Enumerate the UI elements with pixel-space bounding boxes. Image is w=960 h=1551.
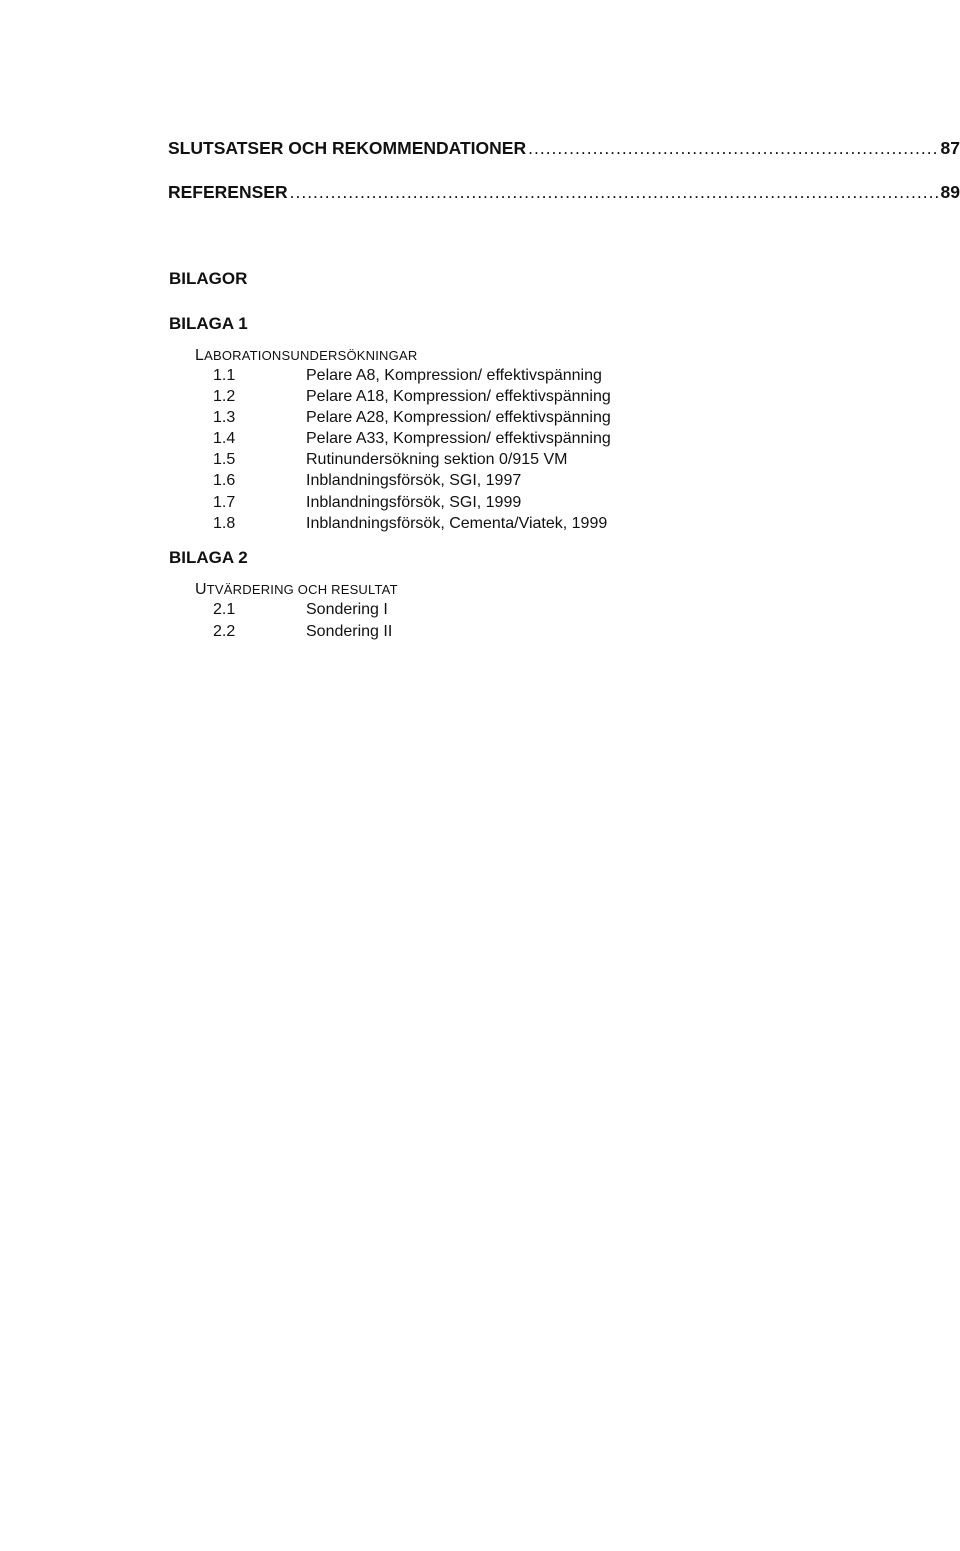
item-number: 2.1 (213, 601, 236, 618)
toc-entry-referenser (168, 182, 960, 203)
appendix-2-title: BILAGA 2 (169, 548, 248, 567)
section-title-rest: TVÄRDERING OCH RESULTAT (206, 582, 398, 597)
item-number: 1.1 (213, 367, 236, 384)
item-number: 2.2 (213, 623, 236, 640)
toc-leader-dots (290, 182, 939, 203)
item-number: 1.2 (213, 388, 236, 405)
appendix-item (213, 430, 913, 448)
appendix-item (213, 601, 913, 619)
toc-entry-page: 89 (940, 182, 960, 202)
section-title-rest: ABORATIONSUNDERSÖKNINGAR (204, 348, 418, 363)
appendix-1-title: BILAGA 1 (169, 314, 248, 333)
item-text: Sondering II (306, 623, 393, 640)
item-text: Inblandningsförsök, SGI, 1997 (306, 472, 522, 489)
item-text: Inblandningsförsök, SGI, 1999 (306, 494, 522, 511)
item-number: 1.5 (213, 451, 236, 468)
appendix-1-section-title (195, 347, 417, 365)
toc-entry-slutsatser (168, 138, 960, 159)
bilagor-heading: BILAGOR (169, 269, 248, 288)
item-text: Pelare A8, Kompression/ effektivspänning (306, 367, 602, 384)
item-number: 1.6 (213, 472, 236, 489)
section-title-initial: U (195, 581, 207, 598)
toc-entry-title: SLUTSATSER OCH REKOMMENDATIONER (168, 138, 527, 158)
item-text: Sondering I (306, 601, 388, 618)
item-text: Pelare A28, Kompression/ effektivspänning (306, 409, 611, 426)
appendix-item (213, 623, 913, 641)
appendix-item (213, 472, 913, 490)
item-text: Inblandningsförsök, Cementa/Viatek, 1999 (306, 515, 608, 532)
item-number: 1.4 (213, 430, 236, 447)
toc-entry-page: 87 (940, 138, 960, 158)
appendix-item (213, 494, 913, 512)
appendix-item (213, 367, 913, 385)
item-number: 1.3 (213, 409, 236, 426)
appendix-item (213, 451, 913, 469)
toc-leader-dots (528, 138, 938, 159)
toc-entry-title: REFERENSER (168, 182, 288, 202)
appendix-item (213, 388, 913, 406)
item-text: Rutinundersökning sektion 0/915 VM (306, 451, 568, 468)
appendix-item (213, 409, 913, 427)
item-number: 1.7 (213, 494, 236, 511)
item-text: Pelare A18, Kompression/ effektivspänning (306, 388, 611, 405)
section-title-initial: L (195, 347, 205, 364)
item-number: 1.8 (213, 515, 236, 532)
appendix-item (213, 515, 913, 533)
item-text: Pelare A33, Kompression/ effektivspänning (306, 430, 611, 447)
appendix-2-section-title (195, 581, 398, 599)
